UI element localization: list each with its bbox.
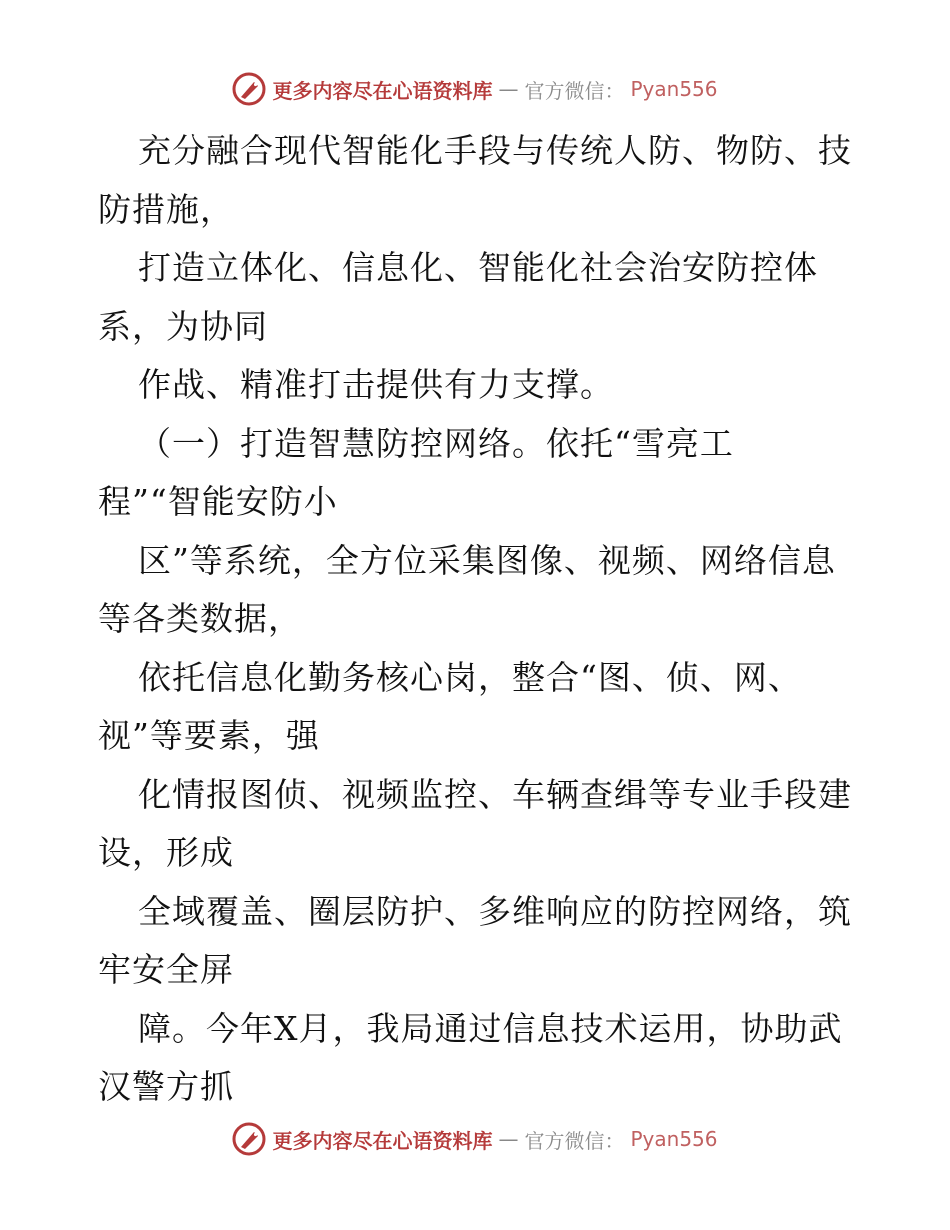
pen-nib-logo-icon (232, 72, 266, 106)
banner-site-name: 更多内容尽在心语资料库 (272, 1128, 493, 1153)
text-line: 牢安全屏 (98, 950, 234, 989)
text-line: 充分融合现代智能化手段与传统人防、物防、技 (138, 131, 852, 170)
text-line: 化情报图侦、视频监控、车辆查缉等专业手段建 (138, 774, 852, 814)
text-line: 障。今年X月，我局通过信息技术运用，协助武 (138, 1008, 843, 1048)
text-line: （一）打造智慧防控网络。依托“雪亮工 (138, 423, 734, 463)
text-line: 设，形成 (98, 833, 234, 872)
text-line: 打造立体化、信息化、智能化社会治安防控体 (138, 248, 818, 287)
text-line: 全域覆盖、圈层防护、多维响应的防控网络，筑 (138, 891, 852, 931)
text-line: 程”“智能安防小 (98, 482, 338, 521)
pen-nib-logo-icon (232, 1122, 266, 1156)
header-banner (0, 72, 950, 106)
text-line: 依托信息化勤务核心岗，整合“图、侦、网、 (138, 657, 802, 697)
banner-wechat-label: 官方微信： (524, 78, 625, 103)
banner-wechat-label: 官方微信： (524, 1128, 625, 1153)
footer-banner (0, 1122, 950, 1156)
banner-dash: — (498, 77, 519, 101)
banner-dash: — (498, 1127, 519, 1151)
text-line: 防措施， (98, 189, 234, 229)
text-line: 区”等系统，全方位采集图像、视频、网络信息 (138, 540, 836, 580)
document-body (98, 122, 858, 1117)
text-line: 视”等要素，强 (98, 716, 320, 755)
banner-site-name: 更多内容尽在心语资料库 (272, 78, 493, 103)
text-line: 系，为协同 (98, 306, 268, 346)
text-line: 汉警方抓 (98, 1067, 234, 1106)
text-line: 作战、精准打击提供有力支撑。 (138, 365, 614, 404)
banner-wechat-id: Pyan556 (630, 1127, 718, 1151)
banner-wechat-id: Pyan556 (630, 77, 718, 101)
text-line: 等各类数据， (98, 599, 302, 638)
